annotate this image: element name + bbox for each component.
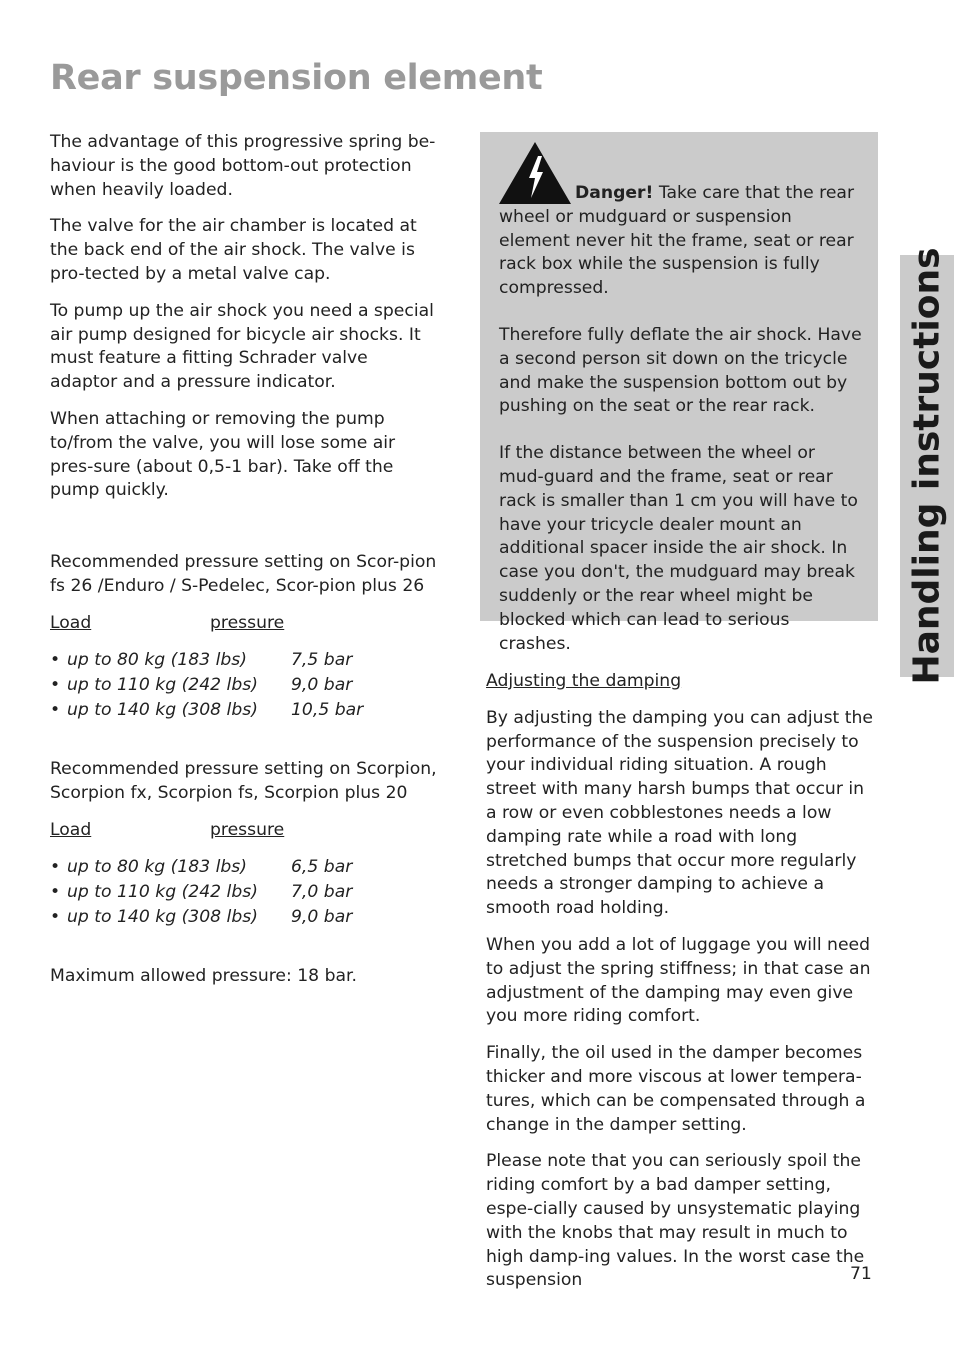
damping-heading: Adjusting the damping	[486, 671, 682, 691]
danger-label: Danger!	[575, 183, 654, 203]
pressure-table-1	[50, 649, 440, 725]
load-value: up to 110 kg (242 lbs)	[67, 674, 258, 695]
pressure-column-header: pressure	[210, 819, 285, 840]
pressure-row	[50, 906, 440, 931]
pressure-row	[50, 674, 440, 699]
pressure-table-header-2	[50, 819, 440, 843]
pressure-column-header: pressure	[210, 612, 285, 633]
paragraph-valve-location: The valve for the air chamber is located at the back end of the air shock. The valve is pro-tected by a metal valve cap.	[50, 216, 417, 284]
bullet: •	[50, 649, 61, 670]
load-value: up to 140 kg (308 lbs)	[67, 907, 258, 928]
danger-paragraph-3: If the distance between the wheel or mud-guard and the frame, seat or rear rack is smaller than 1 cm you will have to have your tricycle dealer mount an additional spacer inside the air shock. In case you don't, the mudguard may break suddenly or the rear wheel might be blocked which can lead to serious crashes.	[499, 443, 858, 654]
paragraph-pressure-loss: When attaching or removing the pump to/from the valve, you will lose some air pres-sure (about 0,5-1 bar). Take off the pump quickly.	[50, 408, 396, 501]
pressure-row	[50, 856, 440, 881]
load-value: up to 80 kg (183 lbs)	[67, 856, 247, 877]
load-value: up to 110 kg (242 lbs)	[67, 882, 258, 903]
pressure-table-header-1	[50, 612, 440, 636]
pressure-value: 9,0 bar	[291, 907, 353, 928]
bullet: •	[50, 907, 61, 928]
pressure-value: 10,5 bar	[291, 700, 364, 721]
right-column	[486, 670, 876, 1306]
recommended-pressure-heading-1: Recommended pressure setting on Scor-pion fs 26 /Enduro / S-Pedelec, Scor-pion plus 26	[50, 552, 437, 596]
danger-warning-box	[480, 132, 878, 654]
recommended-pressure-heading-2: Recommended pressure setting on Scorpion, Scorpion fx, Scorpion fs, Scorpion plus 20	[50, 759, 437, 804]
paragraph-oil-viscosity: Finally, the oil used in the damper becomes thicker and more viscous at lower tempera-tures, which can be compensated through a change in the damper setting.	[486, 1043, 866, 1135]
page-number: 71	[850, 1264, 872, 1284]
pressure-value: 7,5 bar	[291, 649, 353, 670]
pressure-value: 9,0 bar	[291, 674, 353, 695]
danger-paragraph-1	[499, 142, 864, 301]
pressure-table-2	[50, 856, 440, 932]
load-value: up to 140 kg (308 lbs)	[67, 700, 258, 721]
load-value: up to 80 kg (183 lbs)	[67, 649, 247, 670]
bullet: •	[50, 700, 61, 721]
pressure-value: 7,0 bar	[291, 882, 353, 903]
left-column	[50, 131, 440, 1002]
lightning-warning-icon	[499, 142, 571, 204]
pressure-value: 6,5 bar	[291, 856, 353, 877]
paragraph-damping-adjust: By adjusting the damping you can adjust the performance of the suspension precisely to your individual riding situation. A rough street with many harsh bumps that occur in a row or even cobblestones needs a low damping rate while a road with long stretched bumps that occur more regularly needs a stronger damping to achieve a smooth road holding.	[486, 707, 873, 919]
bullet: •	[50, 882, 61, 903]
page-title: Rear suspension element	[50, 58, 543, 98]
paragraph-damper-setting: Please note that you can seriously spoil the riding comfort by a bad damper setting, espe-cially caused by unsystematic playing with the knobs that may result in much to high damp-ing values. In the worst case the suspension	[486, 1151, 865, 1291]
side-tab-label: Handling instructions	[906, 247, 948, 685]
paragraph-luggage: When you add a lot of luggage you will need to adjust the spring stiffness; in that case an adjustment of the damping may even give you more riding comfort.	[486, 934, 871, 1027]
max-pressure-note: Maximum allowed pressure: 18 bar.	[50, 966, 357, 987]
pressure-row	[50, 699, 440, 724]
load-column-header: Load	[50, 612, 92, 633]
danger-text-1: Take care that the rear wheel or mudguard or suspension element never hit the frame, seat or rear rack box while the suspension is fully compressed.	[499, 183, 855, 299]
bullet: •	[50, 674, 61, 695]
paragraph-progressive-spring: The advantage of this progressive spring be-haviour is the good bottom-out protection when heavily loaded.	[50, 132, 436, 200]
pressure-row	[50, 881, 440, 906]
danger-warning-content	[499, 142, 864, 679]
load-column-header: Load	[50, 819, 92, 840]
bullet: •	[50, 856, 61, 877]
danger-paragraph-2: Therefore fully deflate the air shock. Have a second person sit down on the tricycle and make the suspension bottom out by pushing on the seat or the rear rack.	[499, 324, 862, 417]
paragraph-air-pump: To pump up the air shock you need a special air pump designed for bicycle air shocks. It must feature a fitting Schrader valve adaptor and a pressure indicator.	[50, 300, 434, 393]
section-side-tab	[900, 247, 954, 685]
pressure-row	[50, 649, 440, 674]
